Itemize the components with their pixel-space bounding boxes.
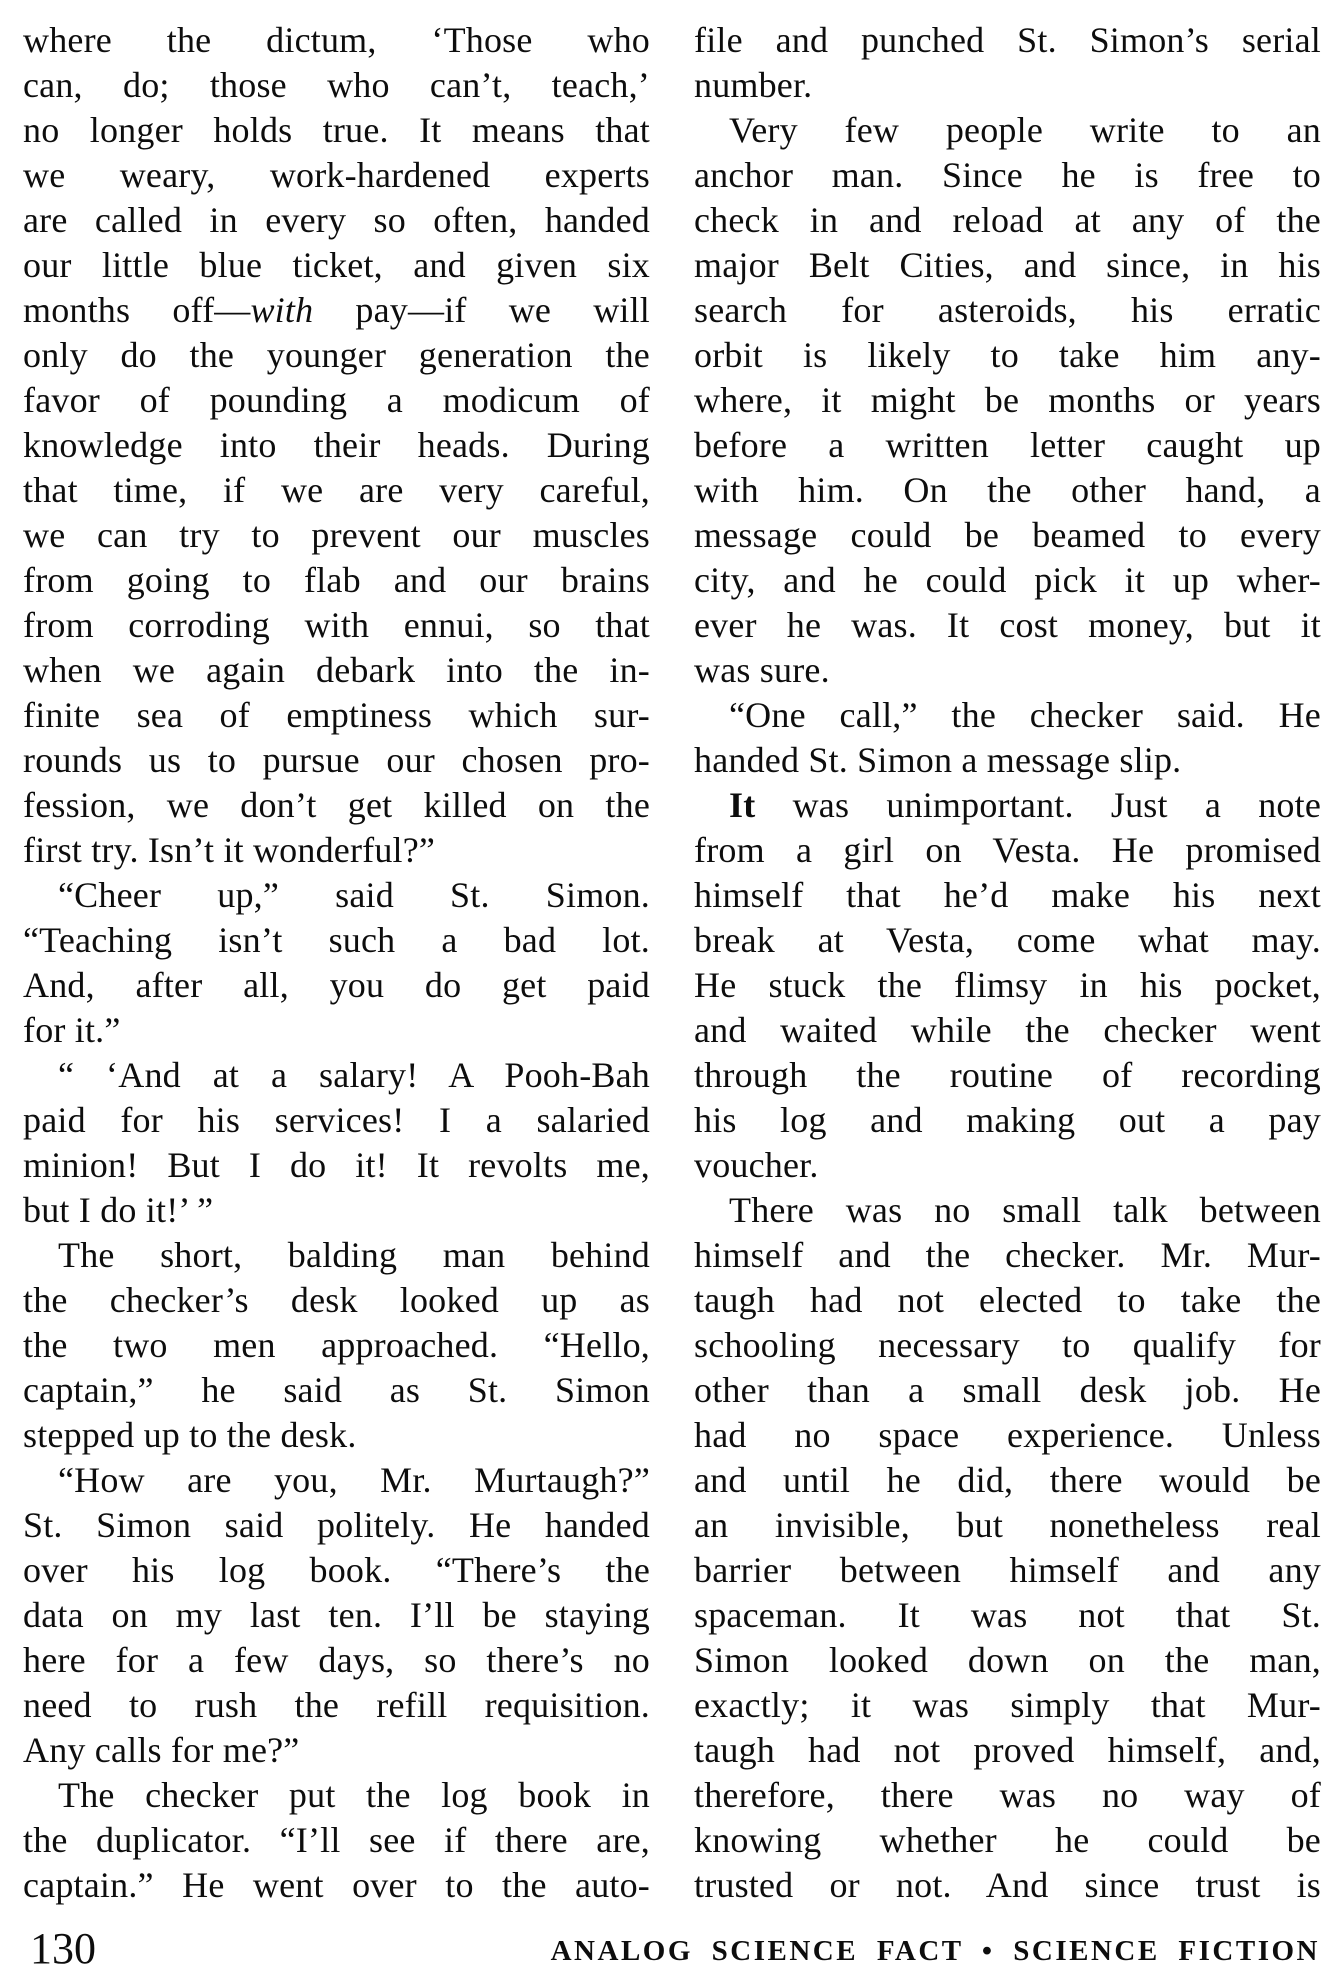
text-line: orbit is likely to take him any- — [694, 335, 1321, 375]
text-line: “ ‘And at a salary! A Pooh-Bah — [58, 1055, 650, 1095]
text-line: himself and the checker. Mr. Mur- — [694, 1235, 1321, 1275]
text-line: city, and he could pick it up wher- — [694, 560, 1321, 600]
text-line: stepped up to the desk. — [23, 1415, 357, 1455]
text-line: check in and reload at any of the — [694, 200, 1321, 240]
text-line: barrier between himself and any — [694, 1550, 1321, 1590]
text-line: from a girl on Vesta. He promised — [694, 830, 1321, 870]
text-line: captain.” He went over to the auto- — [23, 1865, 650, 1905]
text-line: favor of pounding a modicum of — [23, 380, 650, 420]
text-line: fession, we don’t get killed on the — [23, 785, 650, 825]
text-line: The checker put the log book in — [58, 1775, 650, 1815]
text-line: here for a few days, so there’s no — [23, 1640, 650, 1680]
right-column — [694, 18, 1321, 1908]
text-line: therefore, there was no way of — [694, 1775, 1321, 1815]
text-line: where the dictum, ‘Those who — [23, 20, 650, 60]
text-line: and until he did, there would be — [694, 1460, 1321, 1500]
text-line: captain,” he said as St. Simon — [23, 1370, 650, 1410]
text-line: that time, if we are very careful, — [23, 470, 650, 510]
text-line: “One call,” the checker said. He — [729, 695, 1321, 735]
text-line: trusted or not. And since trust is — [694, 1865, 1321, 1905]
text-line: an invisible, but nonetheless real — [694, 1505, 1321, 1545]
text-line: can, do; those who can’t, teach,’ — [23, 65, 650, 105]
text-line: taugh had not proved himself, and, — [694, 1730, 1321, 1770]
text-line: paid for his services! I a salaried — [23, 1100, 650, 1140]
text-line: from corroding with ennui, so that — [23, 605, 650, 645]
text-line: anchor man. Since he is free to — [694, 155, 1321, 195]
text-line: search for asteroids, his erratic — [694, 290, 1321, 330]
text-line: was sure. — [694, 650, 830, 690]
text-line: but I do it!’ ” — [23, 1190, 214, 1230]
text-line: his log and making out a pay — [694, 1100, 1321, 1140]
text-line: when we again debark into the in- — [23, 650, 650, 690]
text-line: And, after all, you do get paid — [23, 965, 650, 1005]
text-line: need to rush the refill requisition. — [23, 1685, 650, 1725]
text-line: from going to flab and our brains — [23, 560, 650, 600]
text-line: rounds us to pursue our chosen pro- — [23, 740, 650, 780]
text-line: knowledge into their heads. During — [23, 425, 650, 465]
text-line: He stuck the flimsy in his pocket, — [694, 965, 1321, 1005]
text-line: taugh had not elected to take the — [694, 1280, 1321, 1320]
text-line: “Cheer up,” said St. Simon. — [58, 875, 650, 915]
text-line: handed St. Simon a message slip. — [694, 740, 1182, 780]
text-line: major Belt Cities, and since, in his — [694, 245, 1321, 285]
text-line: the checker’s desk looked up as — [23, 1280, 650, 1320]
text-line: message could be beamed to every — [694, 515, 1321, 555]
text-line: Very few people write to an — [729, 110, 1321, 150]
text-line: through the routine of recording — [694, 1055, 1321, 1095]
text-line: Any calls for me?” — [23, 1730, 300, 1770]
text-line: with him. On the other hand, a — [694, 470, 1321, 510]
text-line: we can try to prevent our muscles — [23, 515, 650, 555]
text-line: only do the younger generation the — [23, 335, 650, 375]
text-line: before a written letter caught up — [694, 425, 1321, 465]
text-line: voucher. — [694, 1145, 819, 1185]
text-line: There was no small talk between — [729, 1190, 1321, 1230]
text-line: data on my last ten. I’ll be staying — [23, 1595, 650, 1635]
text-line: and waited while the checker went — [694, 1010, 1321, 1050]
text-line: schooling necessary to qualify for — [694, 1325, 1321, 1365]
text-line: first try. Isn’t it wonderful?” — [23, 830, 436, 870]
text-line: for it.” — [23, 1010, 121, 1050]
text-line: over his log book. “There’s the — [23, 1550, 650, 1590]
text-line: break at Vesta, come what may. — [694, 920, 1321, 960]
text-line: the duplicator. “I’ll see if there are, — [23, 1820, 650, 1860]
text-body — [23, 18, 1321, 1908]
text-line: finite sea of emptiness which sur- — [23, 695, 650, 735]
text-line: St. Simon said politely. He handed — [23, 1505, 650, 1545]
text-line: our little blue ticket, and given six — [23, 245, 650, 285]
text-line: file and punched St. Simon’s serial — [694, 20, 1321, 60]
text-line: knowing whether he could be — [694, 1820, 1321, 1860]
text-line: ever he was. It cost money, but it — [694, 605, 1321, 645]
text-line: are called in every so often, handed — [23, 200, 650, 240]
text-line: no longer holds true. It means that — [23, 110, 650, 150]
text-line: “Teaching isn’t such a bad lot. — [23, 920, 650, 960]
journal-title: ANALOG SCIENCE FACT • SCIENCE FICTION — [550, 1935, 1320, 1967]
text-line: spaceman. It was not that St. — [694, 1595, 1321, 1635]
text-line: number. — [694, 65, 813, 105]
text-line: had no space experience. Unless — [694, 1415, 1321, 1455]
text-line: himself that he’d make his next — [694, 875, 1321, 915]
text-line: The short, balding man behind — [58, 1235, 650, 1275]
text-line: the two men approached. “Hello, — [23, 1325, 650, 1365]
text-line: Simon looked down on the man, — [694, 1640, 1321, 1680]
text-line: where, it might be months or years — [694, 380, 1321, 420]
text-line: we weary, work-hardened experts — [23, 155, 650, 195]
text-line: minion! But I do it! It revolts me, — [23, 1145, 650, 1185]
text-line: exactly; it was simply that Mur- — [694, 1685, 1321, 1725]
text-line: other than a small desk job. He — [694, 1370, 1321, 1410]
page-number: 130 — [30, 1924, 96, 1973]
text-line: “How are you, Mr. Murtaugh?” — [58, 1460, 650, 1500]
left-column — [23, 18, 650, 1908]
text-line: months off—with pay—if we will — [23, 290, 650, 330]
text-line: It was unimportant. Just a note — [729, 785, 1321, 825]
